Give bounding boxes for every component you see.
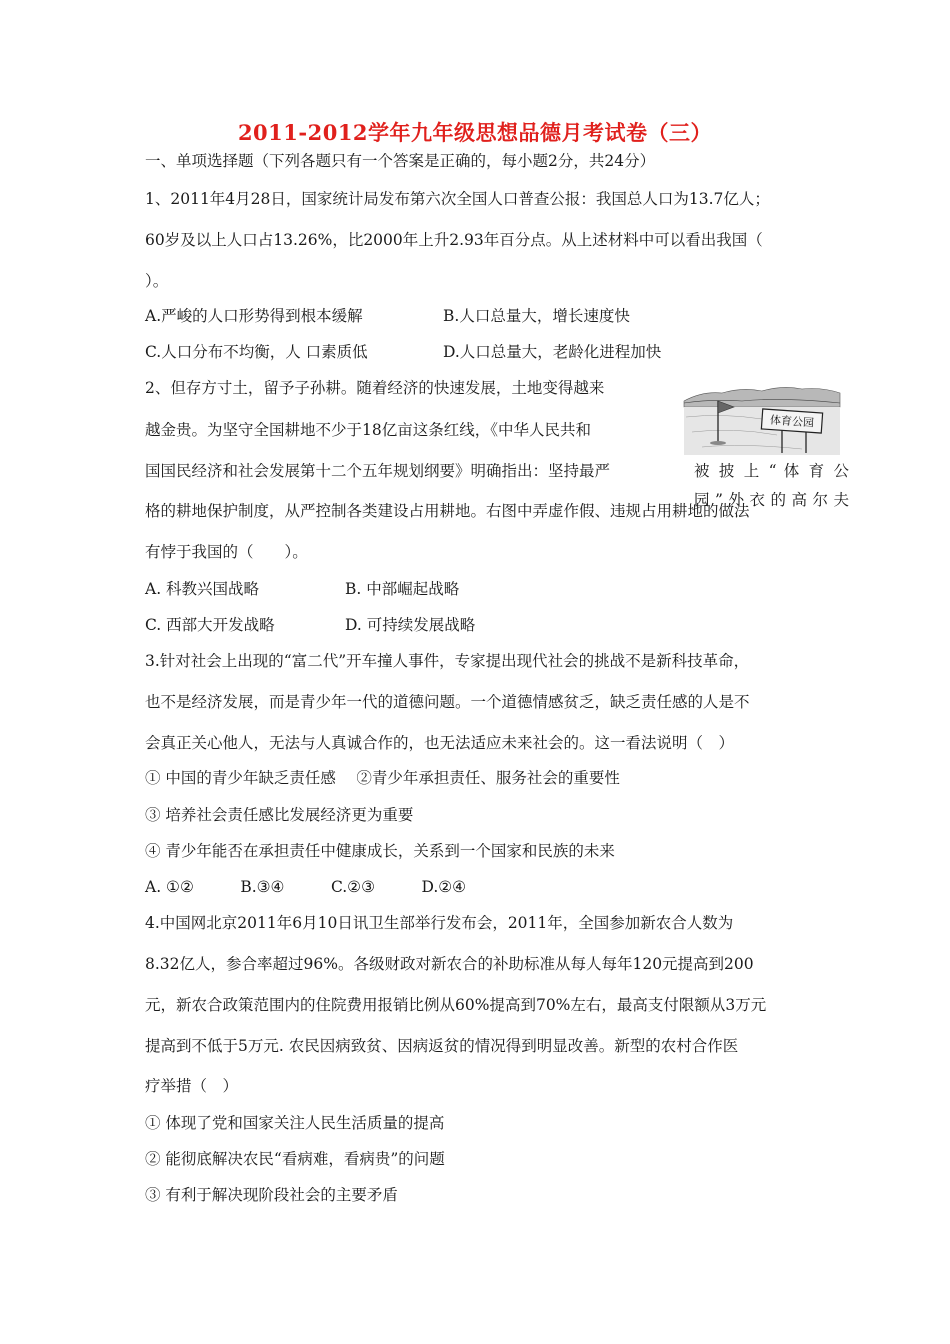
q2-option-c: C. 西部大开发战略 <box>145 616 275 634</box>
q2-line-5: 有悖于我国的（ ）。 <box>145 543 308 561</box>
q4-line-3: 元，新农合政策范围内的住院费用报销比例从60%提高到70%左右，最高支付限额从3万元 <box>145 996 767 1014</box>
svg-text:体育公园: 体育公园 <box>769 413 815 430</box>
golf-course-illustration <box>682 377 842 457</box>
q4-line-1: 4.中国网北京2011年6月10日讯卫生部举行发布会，2011年，全国参加新农合人数为 <box>145 914 734 932</box>
q3-line-1: 3.针对社会上出现的“富二代”开车撞人事件，专家提出现代社会的挑战不是新科技革命， <box>145 652 750 670</box>
q3-options: A. ①② B.③④ C.②③ D.②④ <box>145 878 467 896</box>
q4-item-3: ③ 有利于解决现阶段社会的主要矛盾 <box>145 1186 398 1204</box>
figure-caption-line-2: 园”外衣的高尔夫 <box>694 491 849 509</box>
q2-option-b: B. 中部崛起战略 <box>345 580 460 598</box>
q1-line-1: 1、2011年4月28日，国家统计局发布第六次全国人口普查公报：我国总人口为13.7亿人； <box>145 190 770 208</box>
q4-item-2: ② 能彻底解决农民“看病难，看病贵”的问题 <box>145 1150 445 1168</box>
q2-line-1: 2、但存方寸土，留予子孙耕。随着经济的快速发展，土地变得越来 <box>145 379 605 397</box>
q1-option-c: C.人口分布不均衡，人 口素质低 <box>145 343 368 361</box>
q1-option-a: A.严峻的人口形势得到根本缓解 <box>145 307 363 325</box>
q1-line-3: ）。 <box>145 272 169 290</box>
q2-option-a: A. 科教兴国战略 <box>145 580 260 598</box>
q4-line-2: 8.32亿人，参合率超过96%。各级财政对新农合的补助标准从每人每年120元提高到200 <box>145 955 754 973</box>
section-heading: 一、单项选择题（下列各题只有一个答案是正确的，每小题2分，共24分） <box>145 152 656 170</box>
q2-option-d: D. 可持续发展战略 <box>345 616 476 634</box>
q3-item-2: ③ 培养社会责任感比发展经济更为重要 <box>145 806 414 824</box>
q2-line-4: 格的耕地保护制度，从严控制各类建设占用耕地。右图中弄虚作假、违规占用耕地的做法 <box>145 502 750 520</box>
q4-line-4: 提高到不低于5万元. 农民因病致贫、因病返贫的情况得到明显改善。新型的农村合作医 <box>145 1037 739 1055</box>
q4-line-5: 疗举措（ ） <box>145 1077 239 1095</box>
page-title: 2011-2012学年九年级思想品德月考试卷（三） <box>237 120 713 145</box>
q3-line-3: 会真正关心他人，无法与人真诚合作的，也无法适应未来社会的。这一看法说明（ ） <box>145 734 735 752</box>
q1-option-d: D.人口总量大，老龄化进程加快 <box>443 343 662 361</box>
q4-item-1: ① 体现了党和国家关注人民生活质量的提高 <box>145 1114 445 1132</box>
q3-line-2: 也不是经济发展，而是青少年一代的道德问题。一个道德情感贫乏，缺乏责任感的人是不 <box>145 693 750 711</box>
q1-line-2: 60岁及以上人口占13.26%，比2000年上升2.93年百分点。从上述材料中可以看出我国（ <box>145 231 763 249</box>
q3-item-1: ① 中国的青少年缺乏责任感 ②青少年承担责任、服务社会的重要性 <box>145 769 620 787</box>
q2-line-3: 国国民经济和社会发展第十二个五年规划纲要》明确指出：坚持最严 <box>145 462 611 480</box>
q2-line-2: 越金贵。为坚守全国耕地不少于18亿亩这条红线，《中华人民共和 <box>145 421 591 439</box>
q1-option-b: B.人口总量大，增长速度快 <box>443 307 630 325</box>
figure-caption-line-1: 被 披 上 “ 体 育 公 <box>694 462 849 480</box>
q3-item-3: ④ 青少年能否在承担责任中健康成长，关系到一个国家和民族的未来 <box>145 842 615 860</box>
